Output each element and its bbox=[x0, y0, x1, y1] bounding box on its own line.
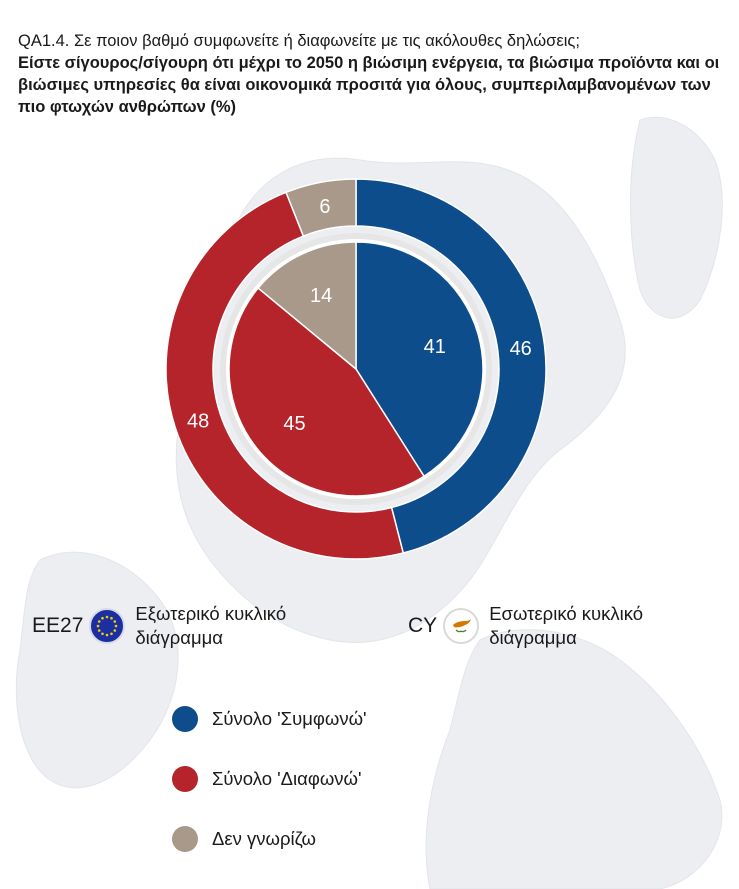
inner-ring-label: Εσωτερικό κυκλικό διάγραμμα bbox=[489, 603, 644, 648]
legend-outer-ring bbox=[32, 602, 335, 650]
inner-label-disagree: 45 bbox=[283, 413, 306, 436]
outer-label-dont-know: 6 bbox=[319, 195, 331, 218]
agree-label: Σύνολο 'Συμφωνώ' bbox=[212, 708, 367, 729]
question-id: QA1.4. Σε ποιον βαθμό συμφωνείτε ή διαφωνείτε με τις ακόλουθες δηλώσεις; bbox=[18, 32, 580, 50]
outer-label-disagree: 48 bbox=[186, 410, 210, 433]
disagree-swatch bbox=[172, 766, 198, 792]
dont-know-swatch bbox=[172, 826, 198, 852]
dont-know-label: Δεν γνωρίζω bbox=[212, 828, 316, 849]
outer-ring-label: Εξωτερικό κυκλικό διάγραμμα bbox=[135, 603, 287, 648]
question-text: Είστε σίγουρος/σίγουρη ότι μέχρι το 2050 η βιώσιμη ενέργεια, τα βιώσιμα προϊόντα και οι βιώσιμες υπηρεσίες θα είναι οικονομικά προσιτά για όλους, συμπεριλαμβανομένων των πιο φτωχών ανθρώπων (%) bbox=[18, 54, 720, 116]
eu-flag-icon bbox=[89, 608, 125, 644]
cyprus-flag-icon bbox=[443, 608, 479, 644]
legend-inner-ring bbox=[408, 602, 689, 650]
legend-item-disagree bbox=[172, 766, 362, 792]
disagree-label: Σύνολο 'Διαφωνώ' bbox=[212, 768, 362, 789]
outer-ring-code: EE27 bbox=[32, 614, 84, 637]
inner-ring-code: CY bbox=[408, 614, 438, 637]
legend-item-agree bbox=[172, 706, 367, 732]
legend-item-dont-know bbox=[172, 826, 316, 852]
agree-swatch bbox=[172, 706, 198, 732]
inner-label-agree: 41 bbox=[423, 336, 446, 359]
inner-label-dont-know: 14 bbox=[309, 284, 333, 307]
outer-label-agree: 46 bbox=[509, 338, 532, 361]
